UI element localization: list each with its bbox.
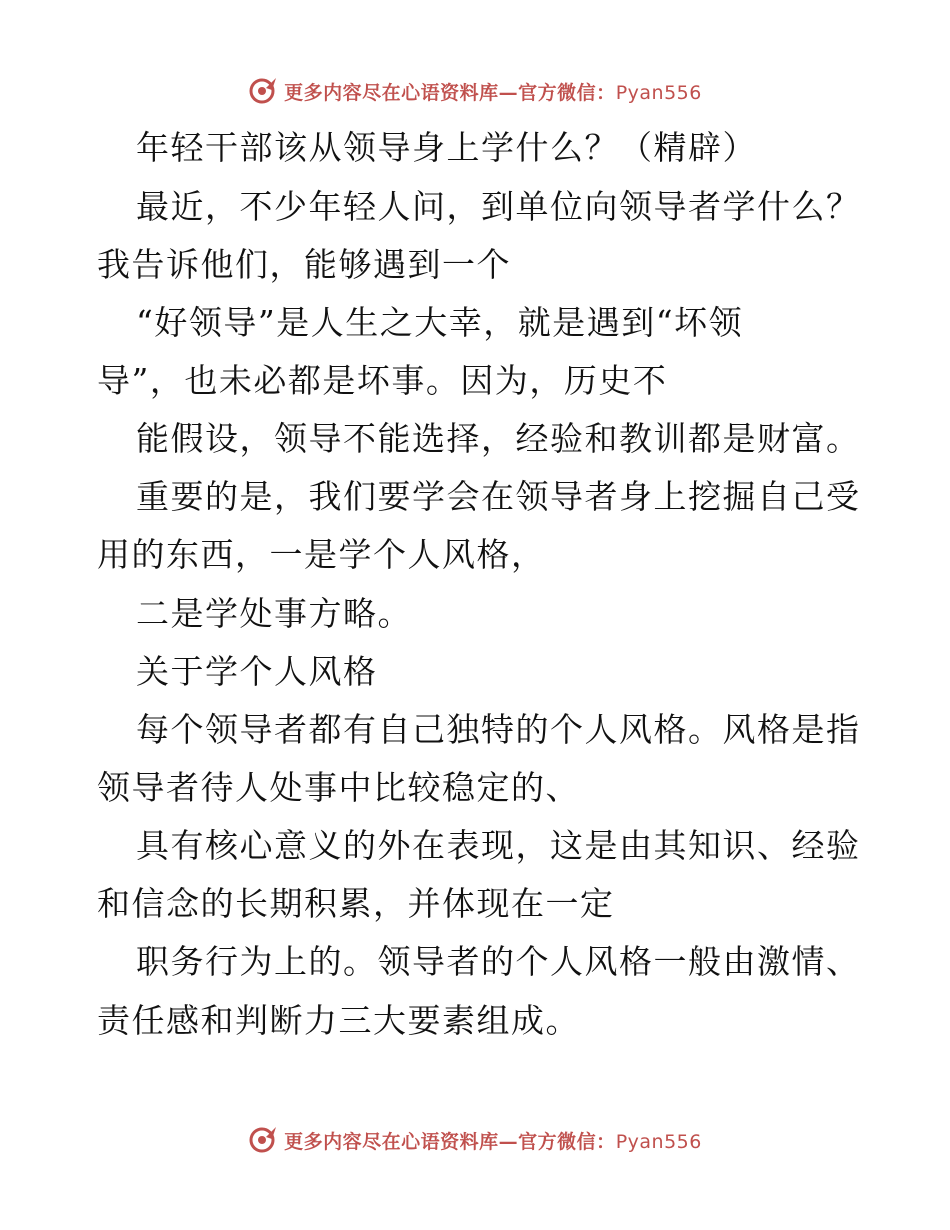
banner-text: 更多内容尽在心语资料库—官方微信：Pyan556: [284, 1130, 702, 1153]
wechat-handle: Pyan556: [615, 81, 702, 104]
footer-banner: [0, 1120, 950, 1160]
paragraph-line: 领导者待人处事中比较稳定的、: [97, 768, 580, 807]
banner-text: 更多内容尽在心语资料库—官方微信：Pyan556: [284, 81, 702, 104]
quill-circle-logo-icon: [248, 76, 278, 106]
quill-circle-logo-icon: [248, 1125, 278, 1155]
paragraph-line: 和信念的长期积累，并体现在一定: [97, 884, 615, 923]
header-banner: [0, 71, 950, 111]
paragraph-line: 二是学处事方略。: [136, 594, 412, 633]
paragraph-line: 职务行为上的。领导者的个人风格一般由激情、: [136, 942, 861, 981]
paragraph-line: 能假设，领导不能选择，经验和教训都是财富。: [136, 419, 861, 458]
paragraph-line: 用的东西，一是学个人风格，: [97, 535, 546, 574]
paragraph-line: 责任感和判断力三大要素组成。: [97, 1001, 580, 1040]
document-title: 年轻干部该从领导身上学什么？（精辟）: [136, 128, 757, 167]
paragraph-line: 我告诉他们，能够遇到一个: [97, 245, 511, 284]
wechat-handle: Pyan556: [615, 1130, 702, 1153]
paragraph-line: 重要的是，我们要学会在领导者身上挖掘自己受: [136, 477, 861, 516]
paragraph-line: 最近，不少年轻人问，到单位向领导者学什么？: [136, 187, 861, 226]
paragraph-line: 导”，也未必都是坏事。因为，历史不: [97, 361, 668, 400]
paragraph-line: “好领导”是人生之大幸，就是遇到“坏领: [136, 303, 744, 342]
section-heading: 关于学个人风格: [136, 652, 378, 691]
paragraph-line: 每个领导者都有自己独特的个人风格。风格是指: [136, 710, 861, 749]
paragraph-line: 具有核心意义的外在表现，这是由其知识、经验: [136, 826, 861, 865]
